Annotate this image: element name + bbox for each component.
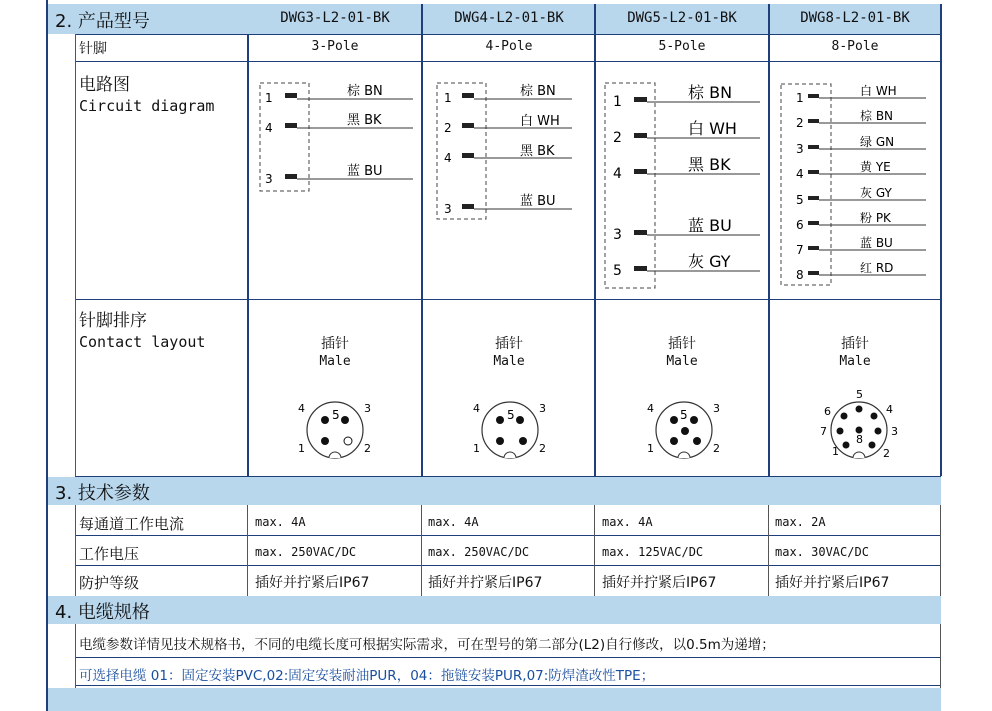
svg-text:6: 6	[824, 405, 831, 418]
spec-current-8: max. 2A	[775, 515, 826, 529]
spec-voltage-label: 工作电压	[79, 545, 140, 563]
svg-text:蓝 BU: 蓝 BU	[860, 236, 893, 250]
circuit-diagram-5pole	[600, 75, 765, 290]
circuit-8-wire-3	[796, 135, 926, 156]
svg-text:3: 3	[444, 202, 452, 216]
svg-text:3: 3	[796, 142, 804, 156]
circuit-4-wire-3	[444, 193, 572, 216]
svg-text:6: 6	[796, 218, 804, 232]
col-rule	[768, 505, 769, 596]
circuit-8-wire-6	[796, 210, 926, 232]
bottom-bar	[48, 688, 941, 711]
col-rule	[940, 4, 942, 476]
svg-text:5: 5	[856, 388, 863, 401]
circuit-label-cn: 电路图	[79, 75, 130, 95]
circuit-8-wire-4	[796, 160, 926, 181]
model-dwg8: DWG8-L2-01-BK	[800, 10, 910, 26]
circuit-3-wire-1	[265, 83, 413, 105]
svg-text:黑 BK: 黑 BK	[520, 144, 555, 159]
rule	[75, 476, 941, 477]
svg-text:白 WH: 白 WH	[520, 114, 560, 129]
model-dwg4: DWG4-L2-01-BK	[454, 10, 564, 26]
svg-text:5: 5	[680, 408, 688, 422]
rule	[75, 535, 941, 536]
circuit-5-wire-2	[613, 119, 760, 146]
spec-voltage-8: max. 30VAC/DC	[775, 545, 869, 559]
section3-header-bar	[48, 477, 941, 505]
circuit-5-wire-4	[613, 155, 760, 182]
svg-text:1: 1	[265, 91, 273, 105]
circuit-4-wire-2	[444, 114, 572, 135]
svg-text:4: 4	[298, 402, 305, 415]
contact-type-en-4: Male	[493, 354, 525, 369]
spec-protection-label: 防护等级	[79, 574, 140, 592]
contact-type-cn-4: 插针	[495, 336, 523, 352]
circuit-8-wire-2	[796, 108, 926, 130]
svg-text:2: 2	[883, 447, 890, 460]
contact-type-cn-3: 插针	[321, 336, 349, 352]
circuit-4-wire-1	[444, 83, 572, 105]
svg-text:蓝 BU: 蓝 BU	[347, 164, 383, 179]
spec-voltage-4: max. 250VAC/DC	[428, 545, 530, 559]
circuit-8-wire-8	[796, 261, 926, 282]
svg-text:灰 GY: 灰 GY	[860, 186, 892, 200]
svg-text:4: 4	[886, 403, 893, 416]
svg-text:2: 2	[796, 116, 804, 130]
svg-text:白 WH: 白 WH	[688, 119, 737, 138]
pins-3: 3-Pole	[311, 39, 359, 54]
svg-text:2: 2	[713, 442, 720, 455]
spec-protection-4: 插好并拧紧后IP67	[428, 575, 543, 591]
circuit-diagram-8pole	[776, 78, 936, 288]
col-rule	[75, 505, 76, 596]
col-rule	[75, 34, 76, 476]
spec-current-label: 每通道工作电流	[79, 515, 185, 533]
contact-label-cn: 针脚排序	[79, 311, 147, 331]
svg-text:1: 1	[473, 442, 480, 455]
svg-text:4: 4	[796, 167, 804, 181]
svg-text:红 RD: 红 RD	[860, 261, 894, 275]
spec-current-5: max. 4A	[602, 515, 653, 529]
svg-text:5: 5	[332, 408, 340, 422]
cable-options: 可选择电缆 01：固定安装PVC,02:固定安装耐油PUR，04：拖链安装PUR,07:防焊渣改性TPE；	[79, 668, 655, 684]
spec-voltage-5: max. 125VAC/DC	[602, 545, 704, 559]
svg-text:5: 5	[613, 263, 622, 279]
pins-label: 针脚	[79, 41, 107, 57]
circuit-8-wire-1	[796, 84, 926, 105]
svg-text:5: 5	[507, 408, 515, 422]
svg-text:黄 YE: 黄 YE	[860, 160, 891, 174]
spec-current-3: max. 4A	[255, 515, 306, 529]
rule	[75, 34, 941, 35]
contact-type-cn-8: 插针	[841, 336, 869, 352]
pins-4: 4-Pole	[485, 39, 533, 54]
contact-layout-8pole	[814, 385, 904, 465]
svg-text:3: 3	[265, 172, 273, 186]
spec-protection-5: 插好并拧紧后IP67	[602, 575, 717, 591]
svg-text:2: 2	[613, 130, 622, 146]
svg-text:1: 1	[298, 442, 305, 455]
svg-text:灰 GY: 灰 GY	[688, 252, 731, 271]
circuit-3-wire-4	[265, 113, 413, 135]
col-rule	[940, 505, 941, 596]
svg-text:黑 BK: 黑 BK	[688, 155, 731, 174]
rule	[75, 299, 941, 300]
svg-text:3: 3	[364, 402, 371, 415]
circuit-5-wire-5	[613, 252, 760, 279]
svg-text:4: 4	[473, 402, 480, 415]
svg-text:2: 2	[364, 442, 371, 455]
svg-text:蓝 BU: 蓝 BU	[688, 216, 732, 235]
svg-text:白 WH: 白 WH	[860, 84, 897, 98]
spec-protection-3: 插好并拧紧后IP67	[255, 575, 370, 591]
contact-type-en-3: Male	[319, 354, 351, 369]
spec-current-4: max. 4A	[428, 515, 479, 529]
svg-text:8: 8	[856, 433, 863, 446]
col-rule	[594, 505, 595, 596]
circuit-3-wire-3	[265, 163, 413, 186]
model-dwg3: DWG3-L2-01-BK	[280, 10, 390, 26]
section4-header-bar	[48, 596, 941, 624]
rule	[75, 61, 941, 62]
contact-layout-3pole	[290, 395, 380, 465]
svg-text:2: 2	[539, 442, 546, 455]
contact-layout-4pole	[465, 395, 555, 465]
svg-text:棕 BN: 棕 BN	[688, 83, 733, 102]
svg-text:绿 GN: 绿 GN	[860, 135, 895, 149]
svg-text:3: 3	[613, 227, 622, 243]
svg-text:1: 1	[613, 94, 622, 110]
svg-text:黑 BK: 黑 BK	[347, 113, 382, 128]
spec-protection-8: 插好并拧紧后IP67	[775, 575, 890, 591]
section4-title: 4. 电缆规格	[55, 602, 150, 623]
contact-layout-5pole	[639, 395, 729, 465]
contact-type-cn-5: 插针	[668, 336, 696, 352]
contact-type-en-5: Male	[666, 354, 698, 369]
rule	[75, 565, 941, 566]
circuit-label-en: Circuit diagram	[79, 97, 215, 115]
svg-text:1: 1	[647, 442, 654, 455]
col-rule	[247, 34, 249, 476]
model-dwg5: DWG5-L2-01-BK	[627, 10, 737, 26]
spec-voltage-3: max. 250VAC/DC	[255, 545, 357, 559]
cable-note: 电缆参数详情见技术规格书，不同的电缆长度可根据实际需求，可在型号的第二部分(L2)自行修改，以0.5m为递增；	[79, 637, 775, 653]
circuit-4-wire-4	[444, 144, 572, 165]
svg-text:1: 1	[832, 445, 839, 458]
svg-text:3: 3	[539, 402, 546, 415]
circuit-8-wire-5	[796, 186, 926, 207]
svg-text:4: 4	[265, 121, 273, 135]
svg-text:8: 8	[796, 268, 804, 282]
contact-label-en: Contact layout	[79, 333, 206, 351]
circuit-diagram-4pole	[432, 75, 592, 225]
svg-text:4: 4	[444, 151, 452, 165]
section3-title: 3. 技术参数	[55, 483, 150, 504]
col-rule	[421, 4, 423, 476]
svg-text:棕 BN: 棕 BN	[520, 84, 556, 99]
svg-text:1: 1	[444, 91, 452, 105]
circuit-diagram-3pole	[255, 75, 415, 195]
rule	[75, 685, 941, 686]
svg-text:3: 3	[891, 425, 898, 438]
svg-text:3: 3	[713, 402, 720, 415]
svg-text:1: 1	[796, 91, 804, 105]
svg-text:4: 4	[613, 166, 622, 182]
col-rule	[768, 4, 770, 476]
section2-title: 2. 产品型号	[55, 11, 150, 32]
svg-text:2: 2	[444, 121, 452, 135]
svg-text:5: 5	[796, 193, 804, 207]
svg-text:粉 PK: 粉 PK	[860, 211, 891, 225]
rule	[75, 657, 941, 658]
col-rule	[75, 624, 76, 688]
circuit-5-wire-1	[613, 83, 760, 110]
svg-text:棕 BN: 棕 BN	[347, 84, 383, 99]
pins-8: 8-Pole	[831, 39, 879, 54]
col-rule	[421, 505, 422, 596]
circuit-8-wire-7	[796, 235, 926, 257]
svg-text:4: 4	[647, 402, 654, 415]
svg-text:7: 7	[796, 243, 804, 257]
col-rule	[594, 4, 596, 476]
svg-text:棕 BN: 棕 BN	[860, 109, 894, 123]
svg-text:蓝 BU: 蓝 BU	[520, 194, 556, 209]
contact-type-en-8: Male	[839, 354, 871, 369]
circuit-5-wire-3	[613, 216, 760, 243]
svg-text:7: 7	[820, 425, 827, 438]
col-rule	[247, 505, 248, 596]
pins-5: 5-Pole	[658, 39, 706, 54]
col-rule	[940, 624, 941, 688]
